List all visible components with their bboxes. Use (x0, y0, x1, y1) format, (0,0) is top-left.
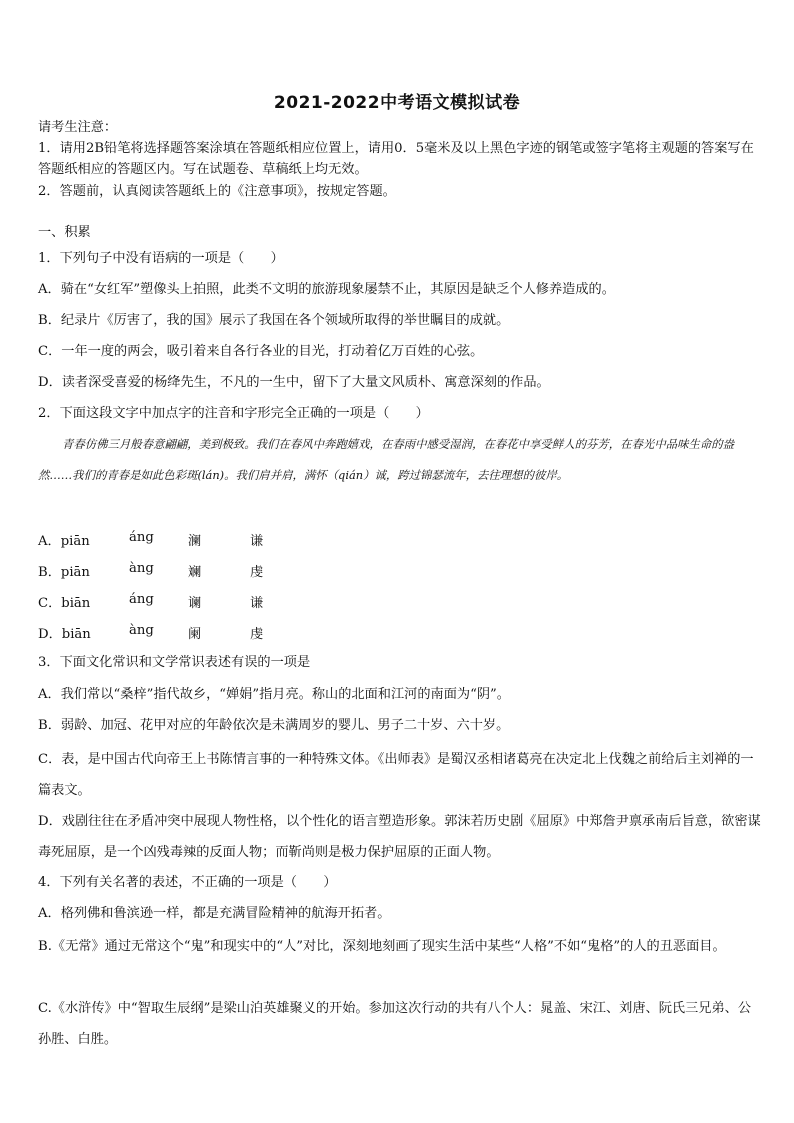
q2-passage: 青春仿佛三月般春意翩翩，美到极致。我们在春风中奔跑嬉戏，在春雨中感受湿润，在春花中享受鲜人的芬芳，在春光中品味生命的盎然……我们的青春是如此色彩斑(lán)。我们肩并肩，满怀（qián）诚，跨过锦瑟流年，去往理想的彼岸。 (38, 437, 735, 482)
q2-stem: 2．下面这段文字中加点字的注音和字形完全正确的一项是（ ） (38, 406, 429, 421)
option-pinyin: àng (129, 561, 154, 576)
q1-option-c: C．一年一度的两会，吸引着来自各行各业的目光，打动着亿万百姓的心弦。 (38, 344, 484, 359)
q3-option-b: B．弱龄、加冠、花甲对应的年龄依次是未满周岁的婴儿、男子二十岁、六十岁。 (38, 718, 510, 733)
notice-item-1: 1．请用2B铅笔将选择题答案涂填在答题纸相应位置上，请用0．5毫米及以上黑色字迹的钢笔或签字笔将主观题的答案写在答题纸相应的答题区内。写在试题卷、草稿纸上均无效。 (38, 141, 754, 177)
option-char-1: 斓 (188, 565, 202, 580)
q4-option-a: A．格列佛和鲁滨逊一样，都是充满冒险精神的航海开拓者。 (38, 906, 391, 921)
page-title: 2021-2022中考语文模拟试卷 (273, 93, 521, 113)
option-label: D．biān (38, 627, 91, 642)
option-char-1: 阑 (188, 627, 202, 642)
q1-option-b: B．纪录片《厉害了，我的国》展示了我国在各个领域所取得的举世瞩目的成就。 (38, 313, 510, 328)
section-heading: 一、积累 (38, 225, 91, 240)
option-char-2: 谦 (250, 596, 264, 611)
option-label: B．piān (38, 565, 90, 580)
option-pinyin: àng (129, 623, 154, 638)
q1-option-a: A．骑在“女红军”塑像头上拍照，此类不文明的旅游现象屡禁不止，其原因是缺乏个人修养造成的。 (38, 282, 615, 297)
option-char-1: 澜 (188, 534, 202, 549)
option-label: A．piān (38, 534, 90, 549)
q3-option-d: D．戏剧往往在矛盾冲突中展现人物性格，以个性化的语言塑造形象。郭沫若历史剧《屈原》中郑詹尹禀承南后旨意，欲密谋毒死屈原，是一个凶残毒辣的反面人物；而靳尚则是极力保护屈原的正面人物。 (38, 814, 761, 860)
option-char-2: 虔 (250, 565, 264, 580)
notice-item-2: 2．答题前，认真阅读答题纸上的《注意事项》，按规定答题。 (38, 184, 396, 199)
option-char-1: 谰 (188, 596, 202, 611)
q4-option-b: B.《无常》通过无常这个“鬼”和现实中的“人”对比，深刻地刻画了现实生活中某些“人格”不如“鬼格”的人的丑恶面目。 (38, 939, 726, 954)
option-char-2: 谦 (250, 534, 264, 549)
q4-option-c: C.《水浒传》中“智取生辰纲”是梁山泊英雄聚义的开始。参加这次行动的共有八个人：晁盖、宋江、刘唐、阮氏三兄弟、公孙胜、白胜。 (38, 1001, 752, 1047)
option-pinyin: áng (129, 592, 154, 607)
notice-heading: 请考生注意： (38, 120, 118, 135)
q3-option-a: A．我们常以“桑梓”指代故乡，“婵娟”指月亮。称山的北面和江河的南面为“阴”。 (38, 687, 510, 702)
q1-option-d: D．读者深受喜爱的杨绛先生，不凡的一生中，留下了大量文风质朴、寓意深刻的作品。 (38, 375, 550, 390)
q4-stem: 4．下列有关名著的表述，不正确的一项是（ ） (38, 875, 337, 890)
option-pinyin: áng (129, 530, 154, 545)
q1-stem: 1．下列句子中没有语病的一项是（ ） (38, 251, 284, 266)
q3-stem: 3．下面文化常识和文学常识表述有误的一项是 (38, 655, 311, 670)
option-char-2: 虔 (250, 627, 264, 642)
option-label: C．biān (38, 596, 91, 611)
q3-option-c: C．表，是中国古代向帝王上书陈情言事的一种特殊文体。《出师表》是蜀汉丞相诸葛亮在决定北上伐魏之前给后主刘禅的一篇表文。 (38, 752, 754, 798)
